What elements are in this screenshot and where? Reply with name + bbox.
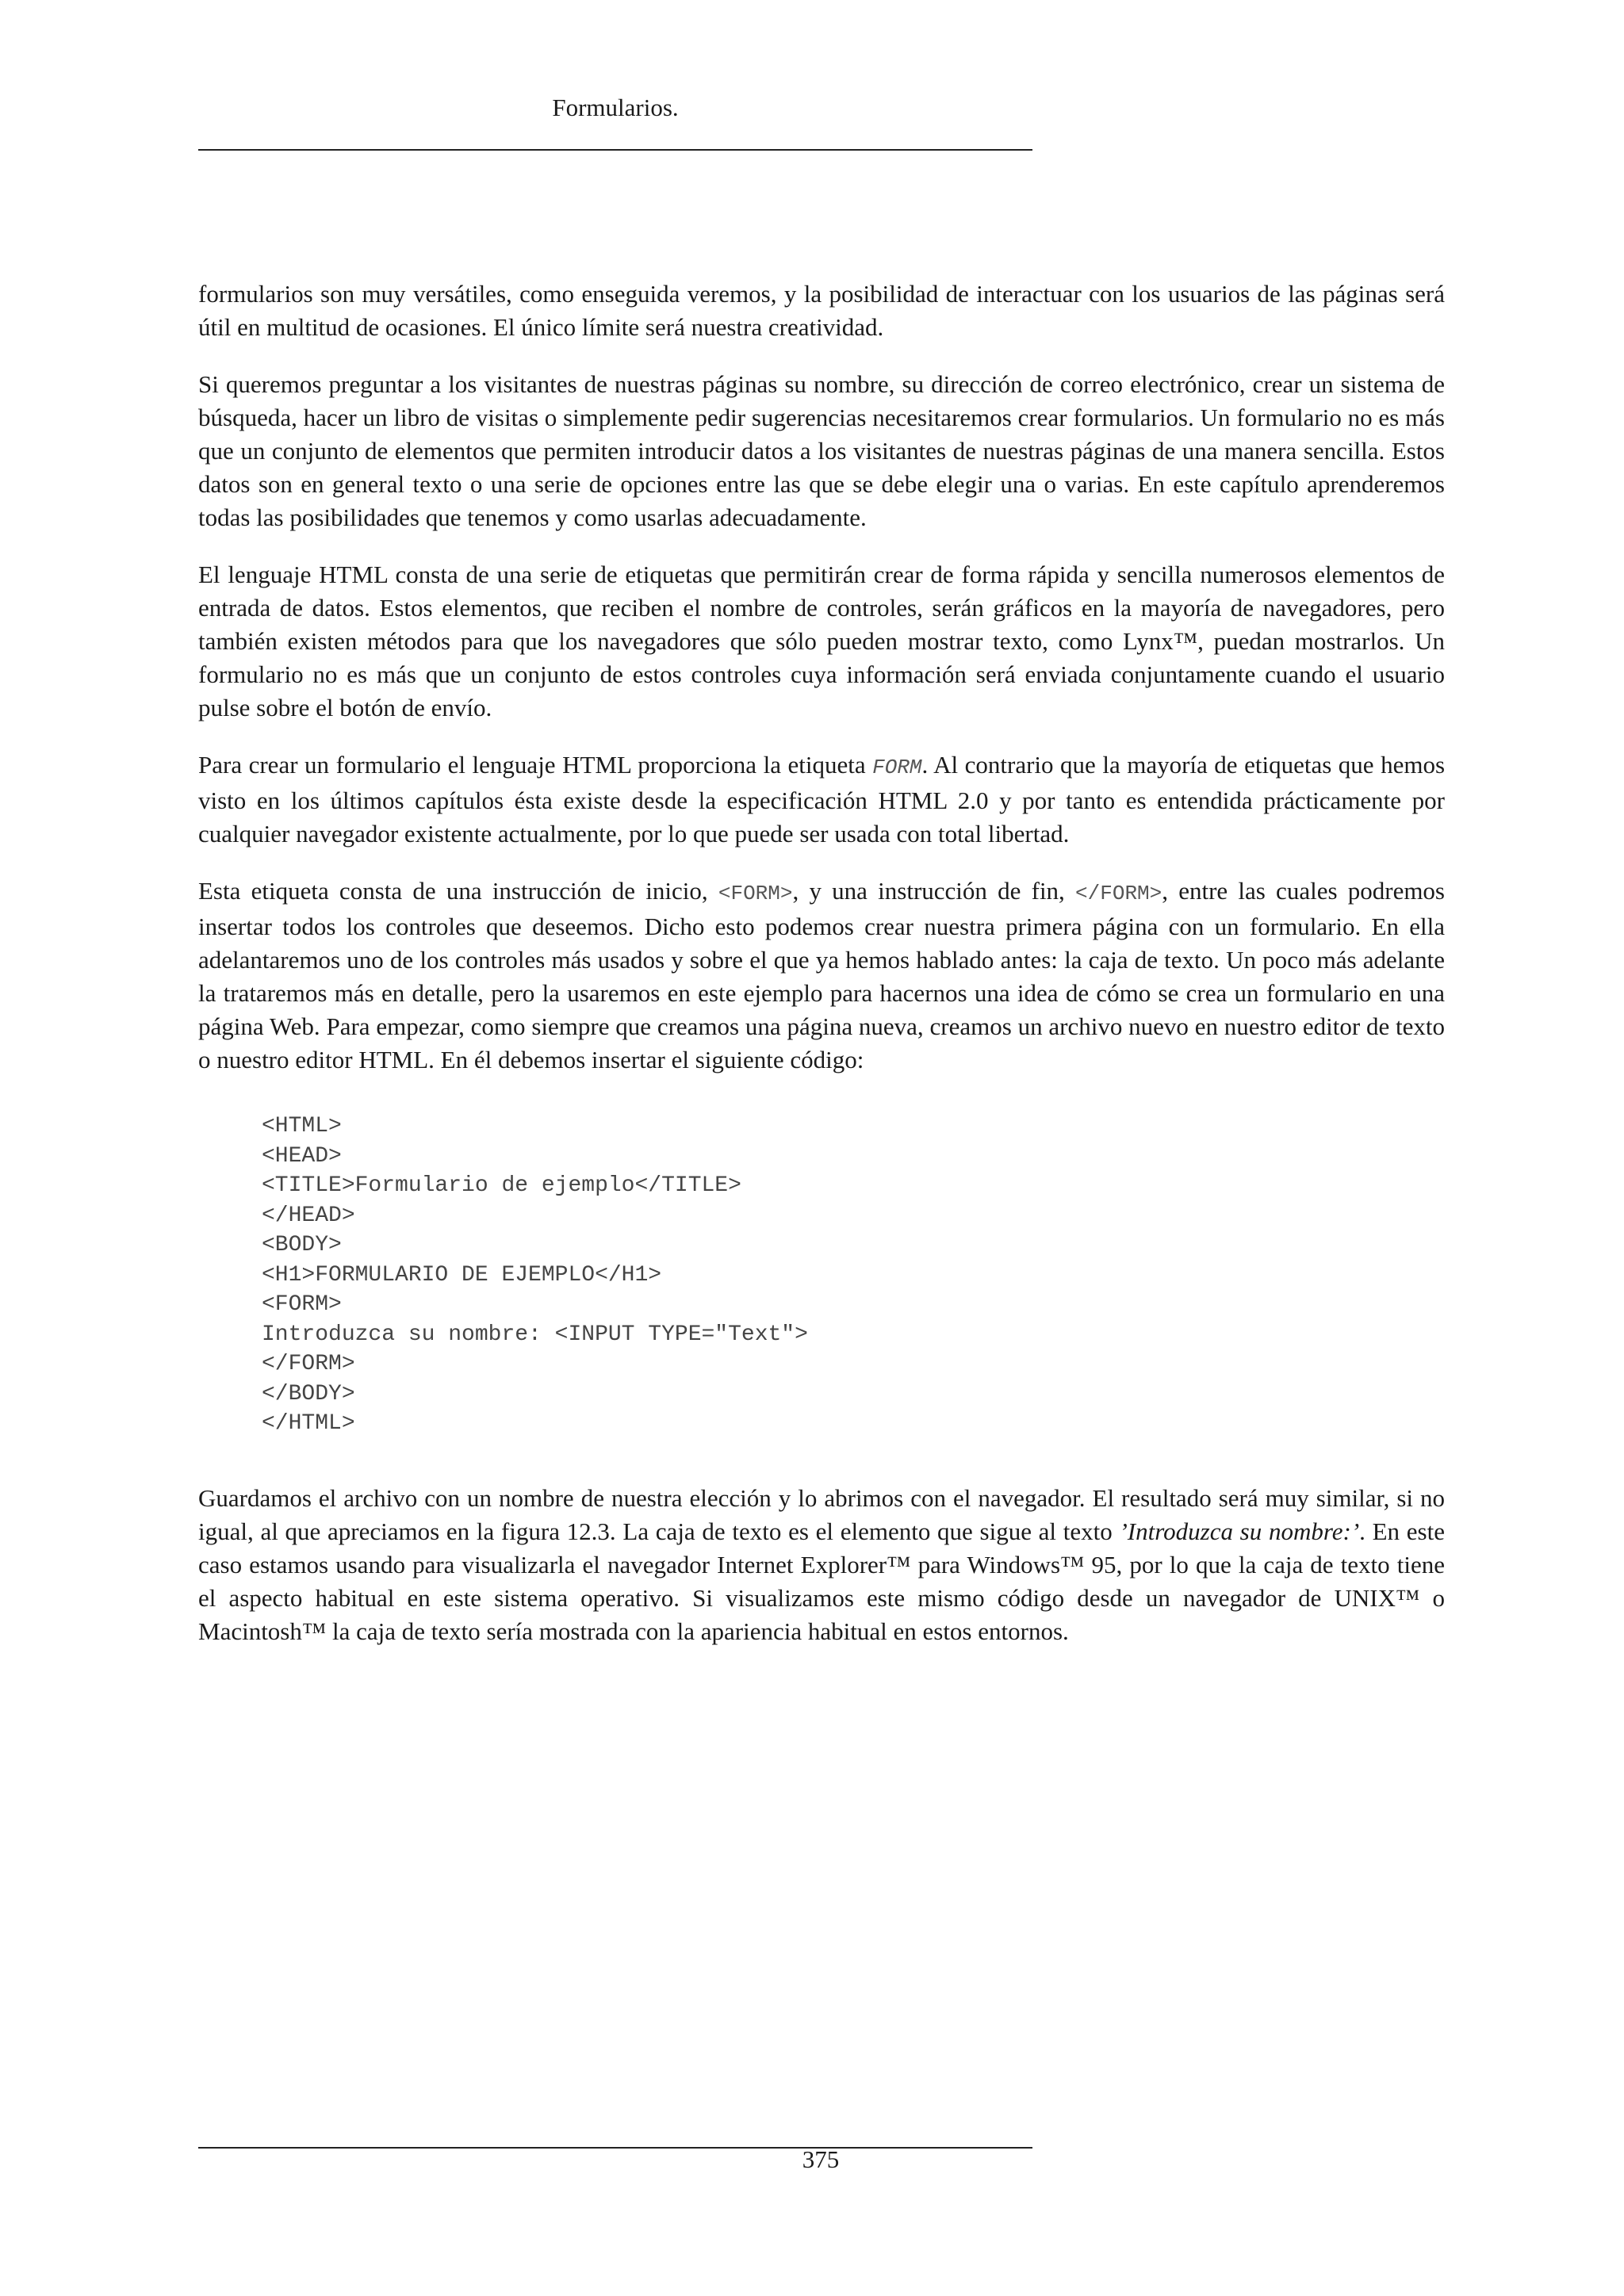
- code-line: </FORM>: [262, 1352, 355, 1376]
- paragraph-5-text-c: , entre las cuales podremos insertar todos los controles que deseemos. Dicho esto podemos crear nuestra primera página con un formulario. En ella adelantaremos uno de los controles más usados y sobre el que ya hemos hablado antes: la caja de texto. Un poco más adelante la trataremos más en detalle, pero la usaremos en este ejemplo para hacernos una idea de cómo se crea un formulario en una página Web. Para empezar, como siempre que creamos una página nueva, creamos un archivo nuevo en nuestro editor de texto o nuestro editor HTML. En él debemos insertar el siguiente código:: [198, 877, 1446, 1073]
- body-text: [198, 277, 1445, 1672]
- paragraph-5: [198, 874, 1445, 1077]
- quoted-label-text: ’Introduzca su nombre:’: [1119, 1517, 1360, 1545]
- paragraph-6-text-b: . En este caso estamos usando para visualizarla el navegador Internet Explorer™ para Windows™ 95, por lo que la caja de texto tiene el aspecto habitual en este sistema operativo. Si visualizamos este mismo código desde un navegador de UNIX™ o Macintosh™ la caja de texto sería mostrada con la apariencia habitual en estos entornos.: [198, 1517, 1445, 1645]
- code-line: <H1>FORMULARIO DE EJEMPLO</H1>: [262, 1262, 662, 1288]
- paragraph-4-text-a: Para crear un formulario el lenguaje HTML proporciona la etiqueta: [198, 751, 873, 779]
- paragraph-4-text-b: . Al contrario que la mayoría de etiquetas que hemos visto en los últimos capítulos ésta existe desde la especificación HTML 2.0 y por tanto es entendida prácticamente por cualquier navegador existente actualmente, por lo que puede ser usada con total libertad.: [198, 751, 1446, 848]
- inline-code-form-open: <FORM>: [718, 882, 793, 905]
- page-number: 375: [802, 2145, 840, 2173]
- paragraph-2: Si queremos preguntar a los visitantes de nuestras páginas su nombre, su dirección de correo electrónico, crear un sistema de búsqueda, hacer un libro de visitas o simplemente pedir sugerencias necesitaremos crear formularios. Un formulario no es más que un conjunto de elementos que permiten introducir datos a los visitantes de nuestras páginas de una manera sencilla. Estos datos son en general texto o una serie de opciones entre las que se debe elegir una o varias. En este capítulo aprenderemos todas las posibilidades que tenemos y como usarlas adecuadamente.: [198, 370, 1445, 531]
- code-line: <BODY>: [262, 1233, 342, 1257]
- code-example: [262, 1112, 1445, 1439]
- inline-code-form-close: </FORM>: [1075, 882, 1162, 905]
- header-rule: [198, 149, 1032, 151]
- inline-code-form: FORM: [872, 756, 922, 779]
- paragraph-1: formularios son muy versátiles, como enseguida veremos, y la posibilidad de interactuar con los usuarios de las páginas será útil en multitud de ocasiones. El único límite será nuestra creatividad.: [198, 280, 1445, 341]
- paragraph-3: El lenguaje HTML consta de una serie de etiquetas que permitirán crear de forma rápida y sencilla numerosos elementos de entrada de datos. Estos elementos, que reciben el nombre de controles, serán gráficos en la mayoría de navegadores, pero también existen métodos para que los navegadores que sólo pueden mostrar texto, como Lynx™, puedan mostrarlos. Un formulario no es más que un conjunto de estos controles cuya información será enviada conjuntamente cuando el usuario pulse sobre el botón de envío.: [198, 561, 1445, 721]
- code-line: Introduzca su nombre: <INPUT TYPE="Text">: [262, 1322, 808, 1347]
- code-line: </HEAD>: [262, 1203, 355, 1228]
- running-header: Formularios.: [552, 94, 679, 121]
- code-line: </HTML>: [262, 1411, 355, 1436]
- code-line: <FORM>: [262, 1292, 342, 1317]
- code-line: <TITLE>Formulario de ejemplo</TITLE>: [262, 1173, 741, 1198]
- paragraph-6-text-a: Guardamos el archivo con un nombre de nuestra elección y lo abrimos con el navegador. El resultado será muy similar, si no igual, al que apreciamos en la figura 12.3. La caja de texto es el elemento que sigue al texto: [198, 1483, 1445, 1545]
- code-line: <HTML>: [262, 1114, 342, 1138]
- paragraph-5-text-b: , y una instrucción de fin,: [792, 877, 1076, 905]
- paragraph-5-text-a: Esta etiqueta consta de una instrucción de inicio,: [198, 877, 718, 905]
- code-line: </BODY>: [262, 1381, 355, 1406]
- paragraph-4: [198, 748, 1445, 851]
- code-line: <HEAD>: [262, 1143, 342, 1169]
- paragraph-6: [198, 1482, 1445, 1648]
